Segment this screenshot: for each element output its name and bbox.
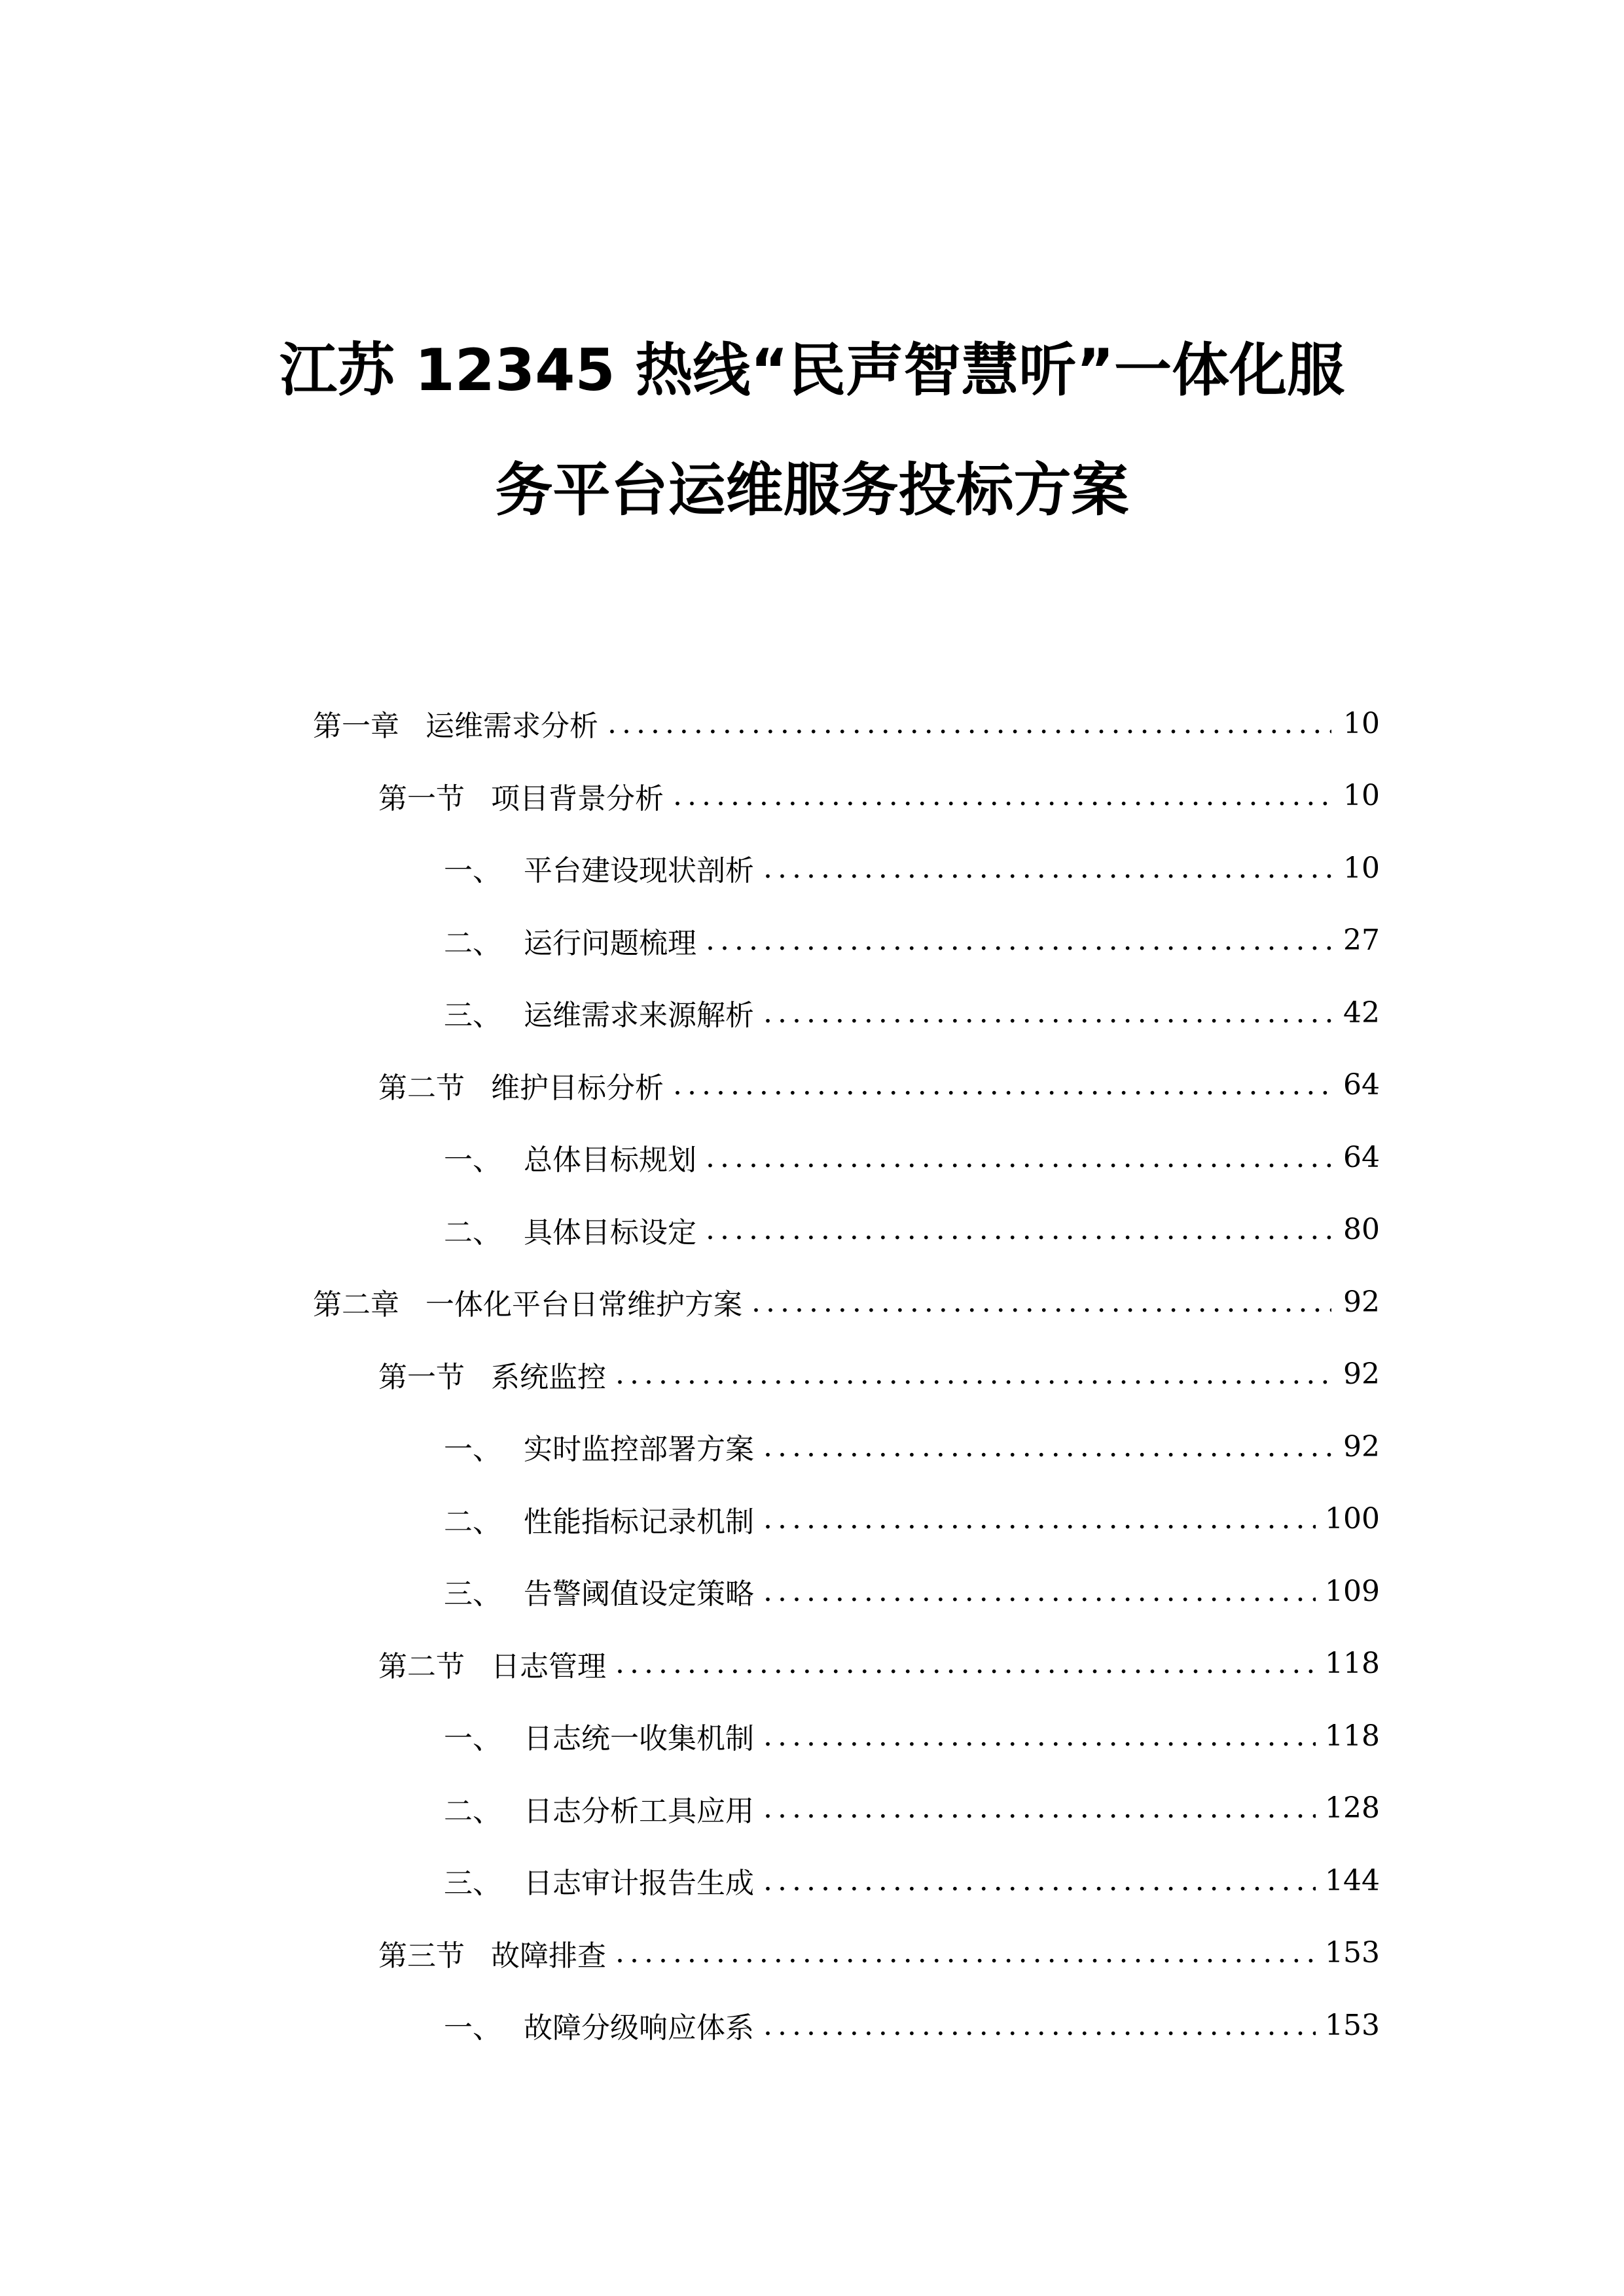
toc-entry[interactable]	[444, 1565, 1380, 1617]
toc-entry-page: 10	[1343, 706, 1380, 740]
toc-entry-number: 第一章	[313, 709, 399, 743]
toc-leader-dots	[607, 707, 1331, 740]
toc-entry-page: 92	[1343, 1357, 1380, 1391]
toc-entry[interactable]	[444, 1782, 1380, 1835]
toc-leader-dots	[763, 1791, 1316, 1825]
toc-entry[interactable]	[444, 1420, 1380, 1473]
toc-entry-page: 80	[1343, 1213, 1380, 1246]
document-title	[0, 327, 1624, 524]
toc-entry-page: 118	[1325, 1719, 1380, 1753]
toc-entry[interactable]	[444, 986, 1380, 1039]
toc-entry[interactable]	[444, 1204, 1380, 1256]
toc-entry-title: 系统监控	[491, 1360, 606, 1394]
toc-entry[interactable]	[378, 1059, 1380, 1111]
toc-entry-page: 64	[1343, 1068, 1380, 1102]
toc-entry-title: 日志管理	[491, 1649, 606, 1683]
toc-entry-number: 三、	[444, 1867, 501, 1900]
toc-entry-title: 日志统一收集机制	[524, 1722, 754, 1755]
toc-entry[interactable]	[378, 770, 1380, 822]
toc-entry-title: 维护目标分析	[491, 1071, 664, 1105]
toc-entry[interactable]	[313, 1276, 1380, 1328]
toc-leader-dots	[673, 779, 1331, 812]
toc-entry[interactable]	[444, 842, 1380, 894]
toc-entry-number: 二、	[444, 1794, 501, 1828]
toc-entry-number: 第一节	[378, 1360, 465, 1394]
toc-leader-dots	[763, 1575, 1316, 1608]
toc-entry-number: 一、	[444, 1722, 501, 1755]
toc-entry-page: 92	[1343, 1285, 1380, 1319]
toc-entry-number: 第二节	[378, 1649, 465, 1683]
toc-entry-number: 二、	[444, 1215, 501, 1249]
toc-leader-dots	[706, 1213, 1331, 1246]
toc-entry[interactable]	[444, 914, 1380, 967]
toc-entry-number: 第二节	[378, 1071, 465, 1105]
toc-entry-number: 第一节	[378, 781, 465, 816]
toc-entry[interactable]	[378, 1927, 1380, 1979]
toc-entry-number: 一、	[444, 2011, 501, 2045]
toc-entry-page: 109	[1325, 1574, 1380, 1608]
toc-entry[interactable]	[444, 1493, 1380, 1545]
toc-entry-page: 100	[1325, 1502, 1380, 1535]
toc-entry[interactable]	[444, 1999, 1380, 2051]
toc-entry-number: 三、	[444, 999, 501, 1032]
toc-entry-title: 一体化平台日常维护方案	[425, 1288, 742, 1321]
toc-leader-dots	[673, 1068, 1331, 1102]
toc-leader-dots	[615, 1357, 1331, 1391]
toc-entry-page: 128	[1325, 1791, 1380, 1825]
toc-entry-number: 三、	[444, 1577, 501, 1611]
toc-leader-dots	[763, 852, 1331, 885]
toc-leader-dots	[763, 1864, 1316, 1897]
toc-entry-page: 10	[1343, 779, 1380, 812]
toc-entry[interactable]	[444, 1854, 1380, 1907]
toc-entry-page: 10	[1343, 851, 1380, 885]
toc-entry-number: 二、	[444, 1505, 501, 1539]
toc-entry-title: 实时监控部署方案	[524, 1433, 754, 1466]
toc-leader-dots	[615, 1936, 1316, 1969]
title-line-2: 务平台运维服务投标方案	[495, 456, 1129, 524]
toc-entry-number: 一、	[444, 1143, 501, 1177]
toc-entry-title: 告警阈值设定策略	[524, 1577, 754, 1611]
toc-leader-dots	[763, 2009, 1316, 2042]
toc-leader-dots	[751, 1285, 1331, 1319]
toc-entry[interactable]	[313, 697, 1380, 749]
toc-entry-page: 27	[1343, 924, 1380, 957]
toc-leader-dots	[706, 1141, 1331, 1174]
toc-leader-dots	[763, 996, 1331, 1030]
toc-entry-title: 日志审计报告生成	[524, 1867, 754, 1900]
toc-leader-dots	[763, 1719, 1316, 1753]
toc-entry-number: 一、	[444, 854, 501, 888]
toc-leader-dots	[615, 1647, 1316, 1680]
toc-entry-number: 一、	[444, 1433, 501, 1466]
toc-entry[interactable]	[444, 1131, 1380, 1183]
toc-entry-page: 118	[1325, 1647, 1380, 1680]
toc-entry-title: 平台建设现状剖析	[524, 854, 754, 888]
toc-entry[interactable]	[378, 1348, 1380, 1401]
toc-entry-page: 64	[1343, 1140, 1380, 1174]
title-line-1: 江苏 12345 热线“民声智慧听”一体化服	[279, 336, 1345, 404]
toc-entry-title: 具体目标设定	[524, 1215, 696, 1249]
toc-entry-title: 项目背景分析	[491, 781, 664, 816]
toc-entry-number: 第三节	[378, 1939, 465, 1973]
toc-entry-page: 153	[1325, 2008, 1380, 2042]
toc-entry-title: 运维需求分析	[425, 709, 598, 743]
toc-entry[interactable]	[444, 1710, 1380, 1762]
toc-entry-title: 运维需求来源解析	[524, 999, 754, 1032]
toc-entry-number: 第二章	[313, 1288, 399, 1321]
toc-entry-title: 故障排查	[491, 1939, 606, 1973]
toc-entry-page: 144	[1325, 1863, 1380, 1897]
toc-entry-number: 二、	[444, 926, 501, 960]
toc-entry-title: 总体目标规划	[524, 1143, 696, 1177]
toc-entry[interactable]	[378, 1638, 1380, 1690]
toc-entry-title: 故障分级响应体系	[524, 2011, 754, 2045]
toc-leader-dots	[706, 924, 1331, 957]
toc-entry-page: 153	[1325, 1936, 1380, 1969]
toc-entry-title: 性能指标记录机制	[524, 1505, 754, 1539]
toc-entry-title: 日志分析工具应用	[524, 1794, 754, 1828]
toc-entry-page: 92	[1343, 1429, 1380, 1463]
toc-leader-dots	[763, 1502, 1316, 1535]
toc-leader-dots	[763, 1430, 1331, 1463]
toc-entry-page: 42	[1343, 996, 1380, 1030]
toc-entry-title: 运行问题梳理	[524, 926, 696, 960]
